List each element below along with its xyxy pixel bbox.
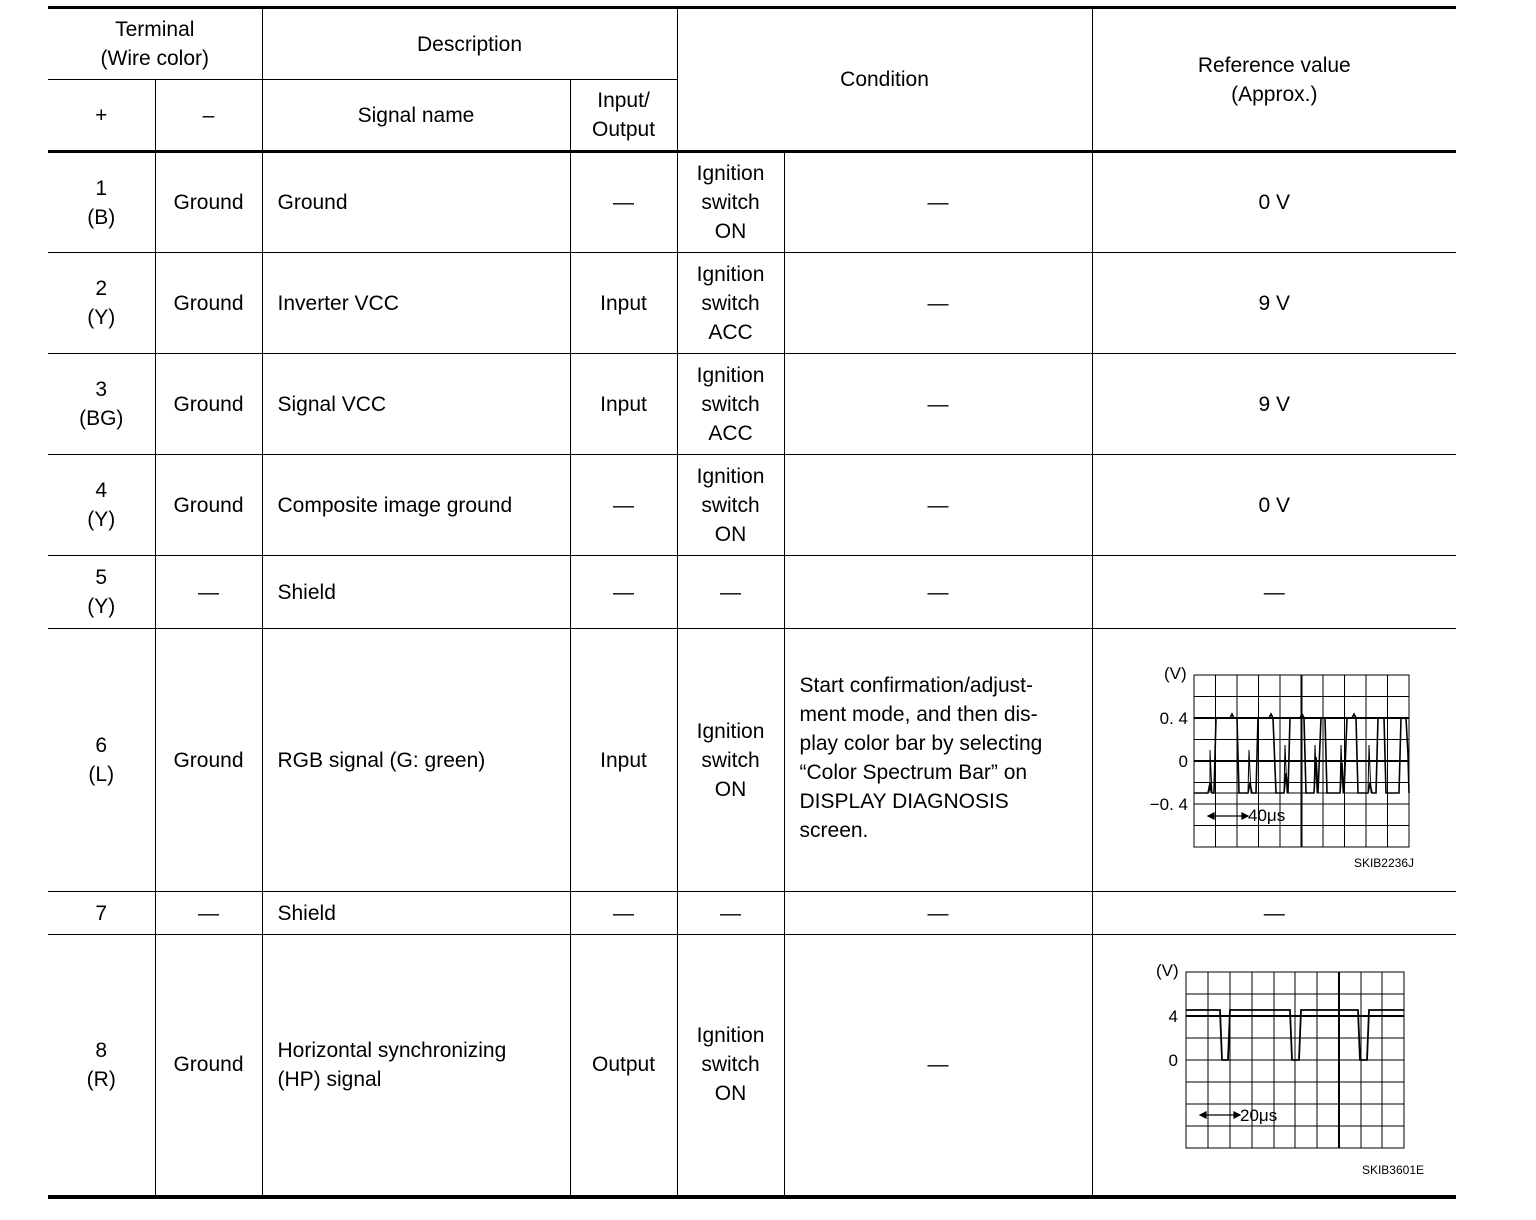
signal-name-cell: Inverter VCC	[262, 253, 570, 354]
condition-detail-cell: —	[784, 455, 1092, 556]
minus-cell: Ground	[155, 935, 262, 1197]
condition-detail-cell: —	[784, 892, 1092, 935]
terminal-cell: 7	[48, 892, 155, 935]
io-cell: —	[570, 892, 677, 935]
table-row	[48, 354, 1456, 455]
io-cell: Input	[570, 629, 677, 892]
condition-main-cell: —	[677, 556, 784, 629]
reference-value-cell: 0 V	[1092, 152, 1456, 253]
condition-main-cell: —	[677, 892, 784, 935]
reference-value-cell: 0 V	[1092, 455, 1456, 556]
terminal-cell: 4 (Y)	[48, 455, 155, 556]
rgb-waveform-graph	[1124, 645, 1424, 875]
reference-value-cell: 9 V	[1092, 253, 1456, 354]
table-row	[48, 892, 1456, 935]
header-minus: –	[155, 80, 262, 152]
signal-name-cell: Ground	[262, 152, 570, 253]
waveform-tick-label: 0	[1178, 752, 1189, 771]
signal-name-cell: Composite image ground	[262, 455, 570, 556]
signal-name-cell: RGB signal (G: green)	[262, 629, 570, 892]
minus-cell: —	[155, 556, 262, 629]
header-condition: Condition	[677, 8, 1092, 152]
minus-cell: Ground	[155, 152, 262, 253]
signal-name-cell: Shield	[262, 892, 570, 935]
io-cell: Input	[570, 354, 677, 455]
waveform-tick-label: 0. 4	[1159, 709, 1189, 728]
condition-detail-cell: —	[784, 152, 1092, 253]
minus-cell: Ground	[155, 629, 262, 892]
waveform-tick-label: 4	[1168, 1006, 1179, 1026]
reference-waveform-cell	[1092, 935, 1456, 1197]
waveform-timebase-label: 20μs	[1240, 1105, 1278, 1125]
reference-value-cell: —	[1092, 892, 1456, 935]
condition-detail-cell: Start confirmation/adjust- ment mode, and then dis- play color bar by selecting “Color Spectrum Bar” on DISPLAY DIAGNOSIS screen.	[784, 629, 1092, 892]
table-row	[48, 935, 1456, 1197]
minus-cell: —	[155, 892, 262, 935]
condition-detail-cell: —	[784, 253, 1092, 354]
io-cell: —	[570, 556, 677, 629]
header-signal-name: Signal name	[262, 80, 570, 152]
terminal-cell: 1 (B)	[48, 152, 155, 253]
waveform-tick-label: 0	[1168, 1050, 1179, 1070]
io-cell: —	[570, 455, 677, 556]
io-cell: Input	[570, 253, 677, 354]
condition-detail-cell: —	[784, 556, 1092, 629]
minus-cell: Ground	[155, 253, 262, 354]
table-row	[48, 152, 1456, 253]
terminal-cell: 8 (R)	[48, 935, 155, 1197]
waveform-unit-label: (V)	[1164, 664, 1187, 683]
condition-main-cell: Ignition switch ACC	[677, 253, 784, 354]
table-row	[48, 253, 1456, 354]
condition-main-cell: Ignition switch ON	[677, 629, 784, 892]
terminal-cell: 3 (BG)	[48, 354, 155, 455]
waveform-code-label: SKIB2236J	[1354, 856, 1415, 870]
io-cell: —	[570, 152, 677, 253]
header-terminal: Terminal (Wire color)	[48, 8, 262, 80]
header-description: Description	[262, 8, 677, 80]
condition-main-cell: Ignition switch ACC	[677, 354, 784, 455]
condition-main-cell: Ignition switch ON	[677, 935, 784, 1197]
condition-main-cell: Ignition switch ON	[677, 152, 784, 253]
signal-name-cell: Horizontal synchronizing (HP) signal	[262, 935, 570, 1197]
terminal-cell: 6 (L)	[48, 629, 155, 892]
header-plus: +	[48, 80, 155, 152]
terminal-spec-table	[48, 6, 1456, 1199]
table-row	[48, 455, 1456, 556]
signal-name-cell: Shield	[262, 556, 570, 629]
io-cell: Output	[570, 935, 677, 1197]
minus-cell: Ground	[155, 455, 262, 556]
hp-waveform-graph	[1124, 950, 1424, 1180]
reference-waveform-cell	[1092, 629, 1456, 892]
header-input-output: Input/ Output	[570, 80, 677, 152]
reference-value-cell: 9 V	[1092, 354, 1456, 455]
header-reference-value: Reference value (Approx.)	[1092, 8, 1456, 152]
table-row	[48, 556, 1456, 629]
condition-detail-cell: —	[784, 935, 1092, 1197]
terminal-cell: 2 (Y)	[48, 253, 155, 354]
minus-cell: Ground	[155, 354, 262, 455]
waveform-code-label: SKIB3601E	[1362, 1162, 1425, 1177]
condition-main-cell: Ignition switch ON	[677, 455, 784, 556]
waveform-tick-label: −0. 4	[1149, 795, 1189, 814]
reference-value-cell: —	[1092, 556, 1456, 629]
waveform-unit-label: (V)	[1156, 960, 1179, 980]
table-row	[48, 629, 1456, 892]
waveform-timebase-label: 40μs	[1248, 806, 1286, 825]
signal-name-cell: Signal VCC	[262, 354, 570, 455]
terminal-cell: 5 (Y)	[48, 556, 155, 629]
condition-detail-cell: —	[784, 354, 1092, 455]
